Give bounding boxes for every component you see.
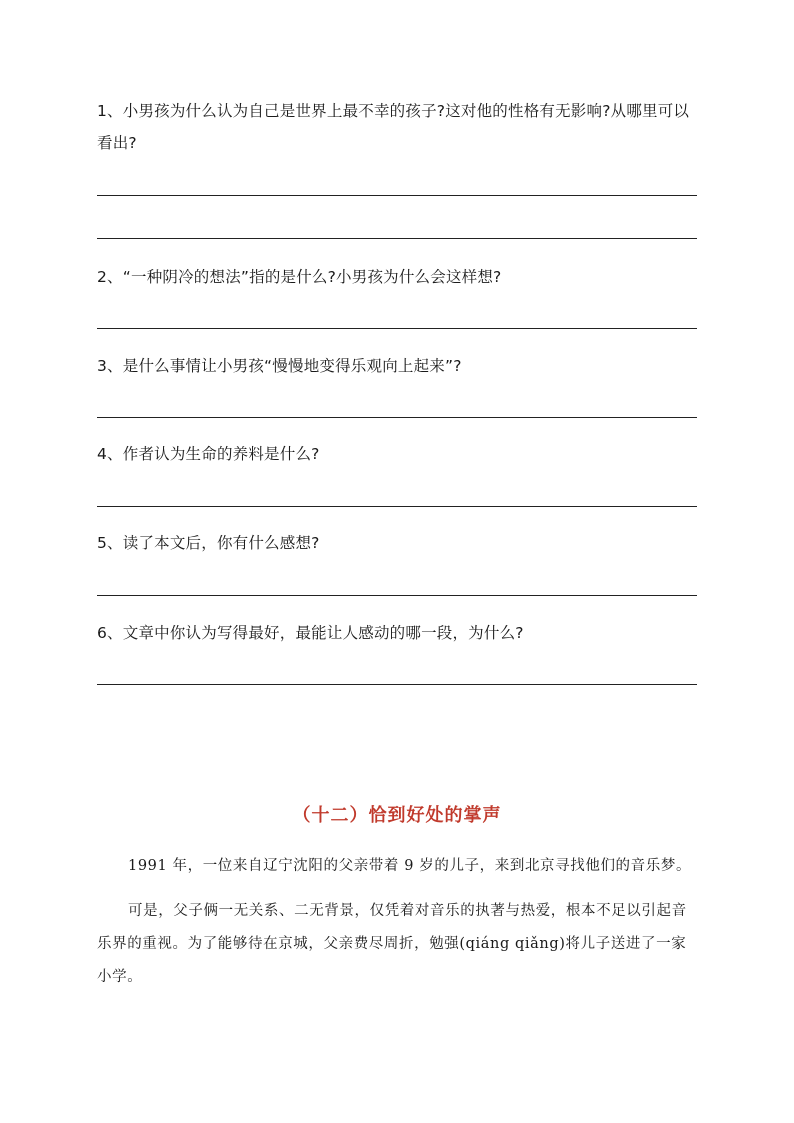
question-6: 6、文章中你认为写得最好，最能让人感动的哪一段，为什么? [97,624,524,642]
answer-line[interactable] [97,595,697,596]
answer-line[interactable] [97,506,697,507]
answer-line[interactable] [97,684,697,685]
answer-line[interactable] [97,417,697,418]
question-4: 4、作者认为生命的养料是什么? [97,445,320,463]
body-paragraph: 可是，父子俩一无关系、二无背景，仅凭着对音乐的执著与热爱，根本不足以引起音乐界的重视。为了能够待在京城，父亲费尽周折，勉强(qiáng qiǎng)将儿子送进了一家小学。 [97,903,687,985]
answer-line[interactable] [97,238,697,239]
question-3: 3、是什么事情让小男孩“慢慢地变得乐观向上起来”? [97,357,462,375]
body-paragraph: 1991 年，一位来自辽宁沈阳的父亲带着 9 岁的儿子，来到北京寻找他们的音乐梦。 [128,858,692,874]
question-2: 2、“一种阴冷的想法”指的是什么?小男孩为什么会这样想? [97,268,502,286]
section-title: （十二）恰到好处的掌声 [292,805,502,826]
question-5: 5、读了本文后，你有什么感想? [97,534,320,552]
answer-line[interactable] [97,328,697,329]
question-1: 1、小男孩为什么认为自己是世界上最不幸的孩子?这对他的性格有无影响?从哪里可以看出? [97,102,690,152]
answer-line[interactable] [97,195,697,196]
